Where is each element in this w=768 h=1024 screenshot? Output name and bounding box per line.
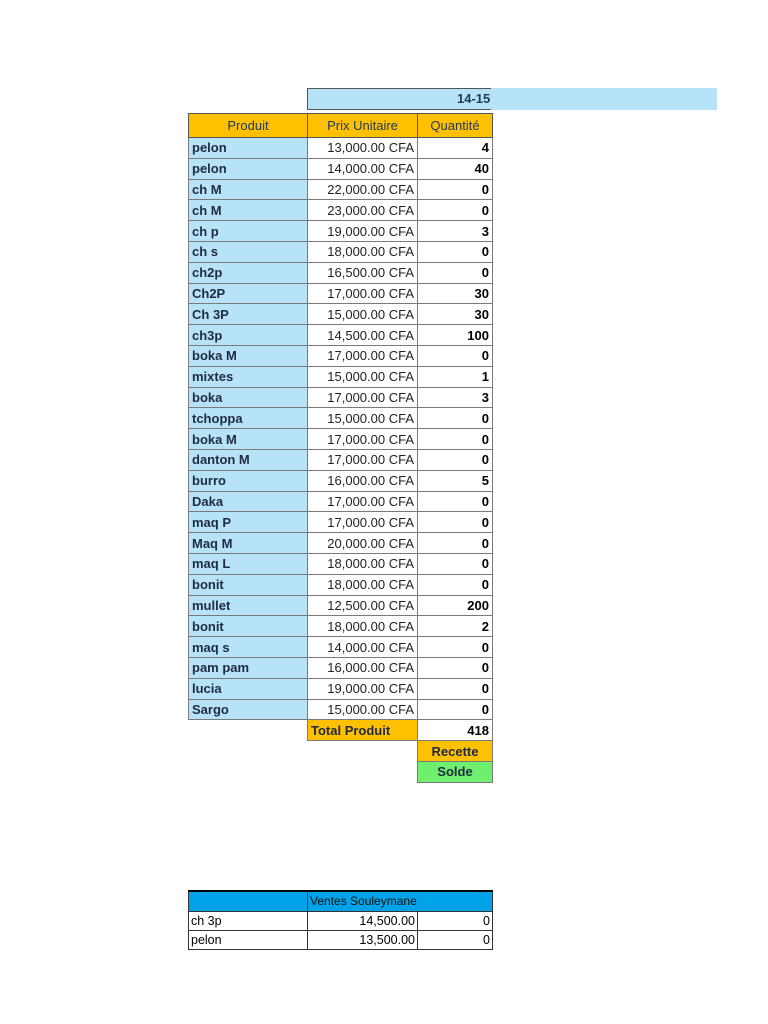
table-row <box>189 637 493 658</box>
price-cell[interactable]: 18,000.00 CFA <box>308 553 418 574</box>
product-cell[interactable]: boka M <box>189 345 308 366</box>
quantity-cell[interactable]: 1 <box>418 366 493 387</box>
table-row <box>189 512 493 533</box>
table-row <box>189 491 493 512</box>
table-row <box>189 533 493 554</box>
product-cell[interactable]: Ch2P <box>189 283 308 304</box>
price-cell[interactable]: 15,000.00 CFA <box>308 408 418 429</box>
total-row <box>189 720 493 741</box>
price-cell[interactable]: 14,000.00 CFA <box>308 158 418 179</box>
price-cell[interactable]: 23,000.00 CFA <box>308 200 418 221</box>
table-row <box>189 657 493 678</box>
product-cell[interactable]: Sargo <box>189 699 308 720</box>
product-cell[interactable]: Ch 3P <box>189 304 308 325</box>
sales-title[interactable]: Ventes Souleymane <box>308 891 493 911</box>
product-cell[interactable]: mixtes <box>189 366 308 387</box>
price-cell[interactable]: 16,000.00 CFA <box>308 470 418 491</box>
quantity-cell[interactable]: 0 <box>418 345 493 366</box>
recette-row <box>189 741 493 762</box>
price-cell[interactable]: 17,000.00 CFA <box>308 387 418 408</box>
header-quantity[interactable]: Quantité <box>418 114 493 138</box>
product-cell[interactable]: tchoppa <box>189 408 308 429</box>
sales-table <box>188 890 493 950</box>
table-row <box>189 366 493 387</box>
product-cell[interactable]: ch s <box>189 241 308 262</box>
table-row <box>189 574 493 595</box>
quantity-cell[interactable]: 5 <box>418 470 493 491</box>
product-cell[interactable]: maq P <box>189 512 308 533</box>
solde-row <box>189 761 493 782</box>
quantity-cell[interactable]: 0 <box>418 449 493 470</box>
price-cell[interactable]: 22,000.00 CFA <box>308 179 418 200</box>
table-row <box>189 158 493 179</box>
empty-cell <box>189 720 308 741</box>
quantity-cell[interactable]: 0 <box>418 262 493 283</box>
table-row <box>189 241 493 262</box>
quantity-cell[interactable]: 2 <box>418 616 493 637</box>
table-row <box>189 616 493 637</box>
quantity-cell[interactable]: 3 <box>418 221 493 242</box>
empty-cell <box>308 761 418 782</box>
table-row <box>189 678 493 699</box>
product-cell[interactable]: boka M <box>189 429 308 450</box>
quantity-cell[interactable]: 30 <box>418 304 493 325</box>
table-row <box>189 408 493 429</box>
quantity-cell[interactable]: 0 <box>418 200 493 221</box>
product-cell[interactable]: pelon <box>189 138 308 159</box>
date-cell[interactable] <box>307 88 491 110</box>
price-cell[interactable]: 17,000.00 CFA <box>308 283 418 304</box>
empty-cell <box>189 761 308 782</box>
table-row <box>189 553 493 574</box>
sales-quantity-cell[interactable]: 0 <box>418 911 493 930</box>
price-cell[interactable]: 16,500.00 CFA <box>308 262 418 283</box>
product-cell[interactable]: pelon <box>189 158 308 179</box>
price-cell[interactable]: 15,000.00 CFA <box>308 304 418 325</box>
product-cell[interactable]: bonit <box>189 574 308 595</box>
product-cell[interactable]: Maq M <box>189 533 308 554</box>
table-row <box>189 283 493 304</box>
quantity-cell[interactable]: 0 <box>418 574 493 595</box>
quantity-cell[interactable]: 0 <box>418 553 493 574</box>
quantity-cell[interactable]: 200 <box>418 595 493 616</box>
sales-name-cell[interactable]: ch 3p <box>189 911 308 930</box>
product-cell[interactable]: mullet <box>189 595 308 616</box>
table-row <box>189 595 493 616</box>
price-cell[interactable]: 19,000.00 CFA <box>308 678 418 699</box>
product-cell[interactable]: ch M <box>189 179 308 200</box>
quantity-cell[interactable]: 0 <box>418 429 493 450</box>
quantity-cell[interactable]: 3 <box>418 387 493 408</box>
product-cell[interactable]: ch M <box>189 200 308 221</box>
quantity-cell[interactable]: 4 <box>418 138 493 159</box>
quantity-cell[interactable]: 0 <box>418 512 493 533</box>
quantity-cell[interactable]: 0 <box>418 179 493 200</box>
table-row <box>189 345 493 366</box>
empty-cell <box>308 741 418 762</box>
product-cell[interactable]: ch2p <box>189 262 308 283</box>
product-rows <box>189 138 493 720</box>
price-cell[interactable]: 18,000.00 CFA <box>308 616 418 637</box>
quantity-cell[interactable]: 0 <box>418 533 493 554</box>
sales-row <box>189 930 493 949</box>
table-row <box>189 325 493 346</box>
product-cell[interactable]: danton M <box>189 449 308 470</box>
product-cell[interactable]: burro <box>189 470 308 491</box>
price-cell[interactable]: 13,000.00 CFA <box>308 138 418 159</box>
quantity-cell[interactable]: 0 <box>418 241 493 262</box>
price-cell[interactable]: 14,500.00 CFA <box>308 325 418 346</box>
solde-cell[interactable]: Solde <box>418 761 493 782</box>
quantity-cell[interactable]: 0 <box>418 491 493 512</box>
total-value[interactable]: 418 <box>418 720 493 741</box>
table-row <box>189 200 493 221</box>
price-cell[interactable]: 15,000.00 CFA <box>308 699 418 720</box>
sales-row <box>189 911 493 930</box>
empty-cell <box>189 741 308 762</box>
product-cell[interactable]: maq s <box>189 637 308 658</box>
header-unit-price[interactable]: Prix Unitaire <box>308 114 418 138</box>
product-cell[interactable]: maq L <box>189 553 308 574</box>
price-cell[interactable]: 14,000.00 CFA <box>308 637 418 658</box>
sales-header-empty <box>189 891 308 911</box>
product-cell[interactable]: ch3p <box>189 325 308 346</box>
sales-header-row <box>189 891 493 911</box>
sales-price-cell[interactable]: 14,500.00 <box>308 911 418 930</box>
table-row <box>189 429 493 450</box>
table-row <box>189 304 493 325</box>
quantity-cell[interactable]: 0 <box>418 678 493 699</box>
price-cell[interactable]: 17,000.00 CFA <box>308 512 418 533</box>
price-cell[interactable]: 17,000.00 CFA <box>308 491 418 512</box>
header-product[interactable]: Produit <box>189 114 308 138</box>
date-label: 14-15 <box>457 91 491 106</box>
product-cell[interactable]: boka <box>189 387 308 408</box>
price-cell[interactable]: 17,000.00 CFA <box>308 449 418 470</box>
total-label[interactable]: Total Produit <box>308 720 418 741</box>
sales-rows <box>189 891 493 949</box>
sales-quantity-cell[interactable]: 0 <box>418 930 493 949</box>
quantity-cell[interactable]: 0 <box>418 408 493 429</box>
table-row <box>189 138 493 159</box>
quantity-cell[interactable]: 0 <box>418 699 493 720</box>
table-row <box>189 470 493 491</box>
price-cell[interactable]: 17,000.00 CFA <box>308 429 418 450</box>
product-cell[interactable]: ch p <box>189 221 308 242</box>
price-cell[interactable]: 18,000.00 CFA <box>308 574 418 595</box>
table-row <box>189 387 493 408</box>
product-table <box>188 113 493 783</box>
quantity-cell[interactable]: 40 <box>418 158 493 179</box>
price-cell[interactable]: 12,500.00 CFA <box>308 595 418 616</box>
table-row <box>189 449 493 470</box>
quantity-cell[interactable]: 100 <box>418 325 493 346</box>
sales-price-cell[interactable]: 13,500.00 <box>308 930 418 949</box>
price-cell[interactable]: 20,000.00 CFA <box>308 533 418 554</box>
product-cell[interactable]: bonit <box>189 616 308 637</box>
price-cell[interactable]: 17,000.00 CFA <box>308 345 418 366</box>
product-cell[interactable]: Daka <box>189 491 308 512</box>
price-cell[interactable]: 19,000.00 CFA <box>308 221 418 242</box>
table-row <box>189 179 493 200</box>
header-row <box>189 114 493 138</box>
table-row <box>189 262 493 283</box>
quantity-cell[interactable]: 0 <box>418 657 493 678</box>
recette-cell[interactable]: Recette <box>418 741 493 762</box>
price-cell[interactable]: 18,000.00 CFA <box>308 241 418 262</box>
table-row <box>189 699 493 720</box>
product-cell[interactable]: lucia <box>189 678 308 699</box>
price-cell[interactable]: 16,000.00 CFA <box>308 657 418 678</box>
sales-name-cell[interactable]: pelon <box>189 930 308 949</box>
quantity-cell[interactable]: 30 <box>418 283 493 304</box>
product-cell[interactable]: pam pam <box>189 657 308 678</box>
quantity-cell[interactable]: 0 <box>418 637 493 658</box>
table-row <box>189 221 493 242</box>
price-cell[interactable]: 15,000.00 CFA <box>308 366 418 387</box>
